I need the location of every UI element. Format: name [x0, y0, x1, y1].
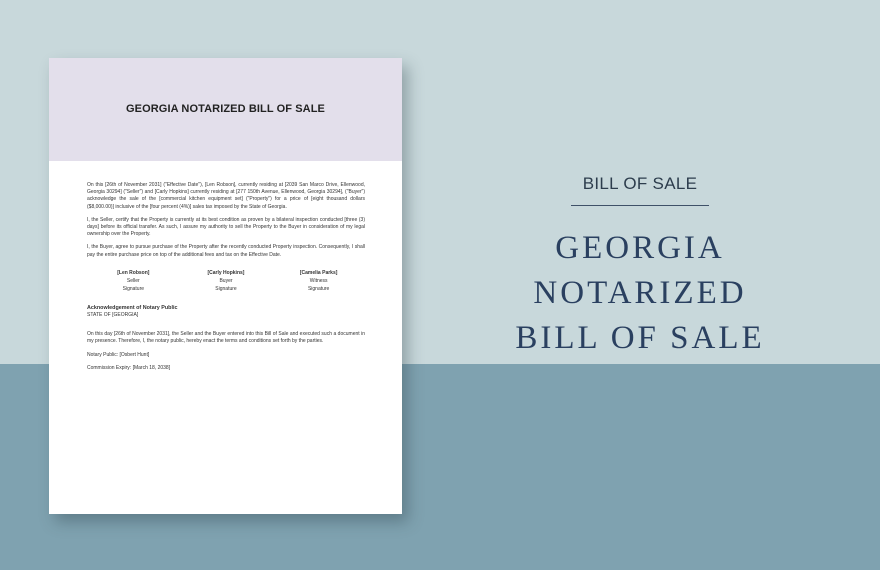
- signatory-role: Witness: [309, 277, 328, 284]
- banner-subtitle: BILL OF SALE: [582, 174, 698, 193]
- ack-state: STATE OF [GEORGIA]: [87, 312, 139, 319]
- signatory-seller: [93, 269, 173, 293]
- document-title: GEORGIA NOTARIZED BILL OF SALE: [126, 103, 325, 115]
- signature-label: Signature: [122, 285, 145, 292]
- signature-label: Signature: [215, 285, 237, 292]
- headline-line-2: BILL OF SALE: [515, 320, 765, 356]
- signature-block: [87, 269, 365, 293]
- document-body: [87, 182, 365, 378]
- divider: [571, 205, 709, 206]
- signatory-name: [Camelia Parks]: [299, 269, 338, 276]
- banner: [445, 0, 835, 364]
- paragraph-effective-date: On this [26th of November 2031] ("Effective Date"), [Len Robson], currently residing at [2039 San Marco Drive, Ellenwood, Georgia 30294] ("Seller") and [Carly Hopkins] currently residing at [277 150th Avenue, Ellenwood, Georgia 30294], ("Buyer") acknowledge the sale of the [commercial kitchen equipment set] ("Property") for a price of [eight thousand dollars ($8,000.00)] inclusive of the [four percent (4%)] sales tax imposed by the State of Georgia.: [87, 182, 365, 210]
- signatory-role: Seller: [126, 277, 140, 284]
- signature-label: Signature: [307, 285, 330, 292]
- signatory-buyer: [186, 269, 266, 293]
- notary-public: Notary Public: [Osbert Hunt]: [87, 351, 150, 358]
- banner-headline: [445, 226, 835, 361]
- paragraph-buyer-agreement: I, the Buyer, agree to pursue purchase of the Property after the recently conducted Property inspection. Consequently, I shall pay the entire purchase price on top of the additional fees and tax on the Effective Date.: [87, 244, 365, 258]
- signatory-role: Buyer: [219, 277, 233, 284]
- commission-expiry: Commission Expiry: [March 18, 2038]: [87, 364, 171, 371]
- ack-paragraph: On this day [26th of November 2031], the Seller and the Buyer entered into this Bill of Sale and executed such a document in my presence. Therefore, I, the notary public, hereby enact the terms and conditions set forth by the parties.: [87, 331, 365, 345]
- document-page: [49, 58, 402, 514]
- paragraph-seller-certification: I, the Seller, certify that the Property is currently at its best condition as proven by a bilateral inspection conducted [three (3) days] before its official transfer. As such, I assure my authority to sell the Property to the Buyer in consideration of my legal ownership over the Property.: [87, 216, 365, 238]
- signatory-name: [Carly Hopkins]: [207, 269, 245, 276]
- signatory-witness: [279, 269, 359, 293]
- ack-title: Acknowledgement of Notary Public: [87, 304, 178, 311]
- headline-line-1: GEORGIA NOTARIZED: [533, 230, 747, 311]
- signatory-name: [Len Robson]: [117, 269, 150, 276]
